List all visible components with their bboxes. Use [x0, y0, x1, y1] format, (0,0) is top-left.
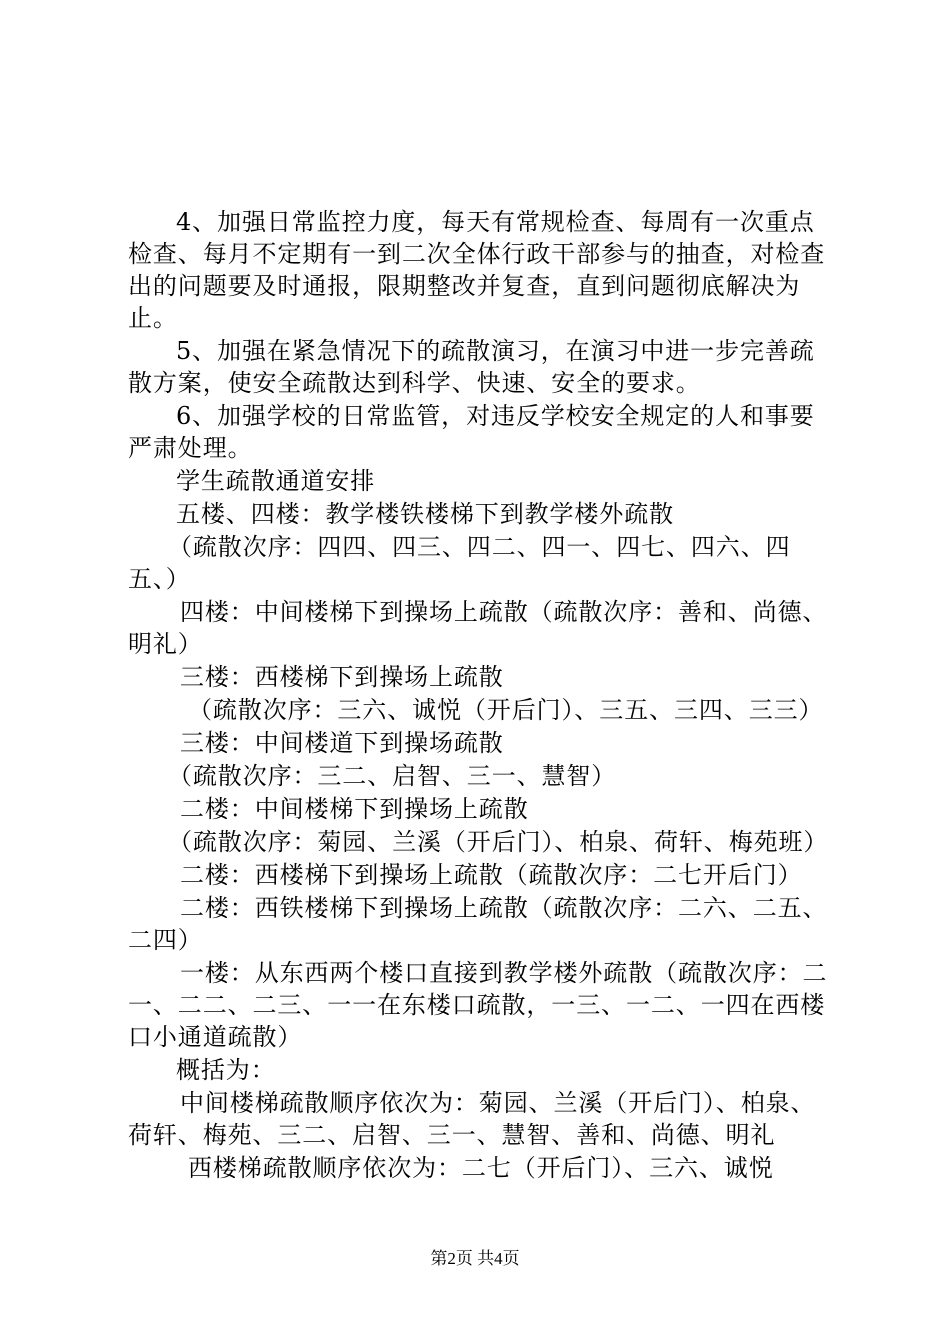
floor-line: 五楼、四楼：教学楼铁楼梯下到教学楼外疏散: [176, 500, 674, 528]
section-heading: 学生疏散通道安排: [176, 467, 376, 495]
page-number-footer: 第2页 共4页: [430, 1249, 520, 1268]
floor-line: 四楼：中间楼梯下到操场上疏散（疏散次序：善和、尚德、明礼）: [128, 598, 828, 658]
floor-line: 二楼：西楼梯下到操场上疏散（疏散次序：二七开后门）: [180, 861, 803, 889]
floor-line: 二楼：中间楼梯下到操场上疏散: [180, 795, 529, 823]
summary-line: 中间楼梯疏散顺序依次为：菊园、兰溪（开后门）、柏泉、荷轩、梅苑、三二、启智、三一、慧智、善和、尚德、明礼: [128, 1089, 816, 1149]
document-body: [128, 206, 832, 1185]
summary-heading: 概括为：: [176, 1056, 276, 1084]
paragraph-item-4: 4、加强日常监控力度，每天有常规检查、每周有一次重点检查、每月不定期有一到二次全体行政干部参与的抽查，对检查出的问题要及时通报，限期整改并复查，直到问题彻底解决为止。: [128, 208, 826, 332]
evacuation-order: （疏散次序：三六、诚悦（开后门）、三五、三四、三三）: [188, 696, 824, 724]
floor-line: 三楼：西楼梯下到操场上疏散: [180, 663, 504, 691]
floor-line: 二楼：西铁楼梯下到操场上疏散（疏散次序：二六、二五、二四）: [128, 894, 828, 954]
floor-line: 一楼：从东西两个楼口直接到教学楼外疏散（疏散次序：二一、二二、二三、一一在东楼口疏散，一三、一二、一四在西楼口小通道疏散）: [128, 959, 828, 1051]
evacuation-order: （疏散次序：四四、四三、四二、四一、四七、四六、四五、）: [128, 533, 791, 593]
floor-line: 三楼：中间楼道下到操场疏散: [180, 729, 504, 757]
paragraph-item-6: 6、加强学校的日常监管，对违反学校安全规定的人和事要严肃处理。: [128, 402, 815, 462]
evacuation-order: （疏散次序：三二、启智、三一、慧智）: [168, 762, 617, 790]
summary-line: 西楼梯疏散顺序依次为：二七（开后门）、三六、诚悦: [188, 1154, 774, 1182]
paragraph-item-5: 5、加强在紧急情况下的疏散演习，在演习中进一步完善疏散方案，使安全疏散达到科学、快速、安全的要求。: [128, 337, 815, 397]
evacuation-order: （疏散次序：菊园、兰溪（开后门）、柏泉、荷轩、梅苑班）: [168, 828, 829, 856]
